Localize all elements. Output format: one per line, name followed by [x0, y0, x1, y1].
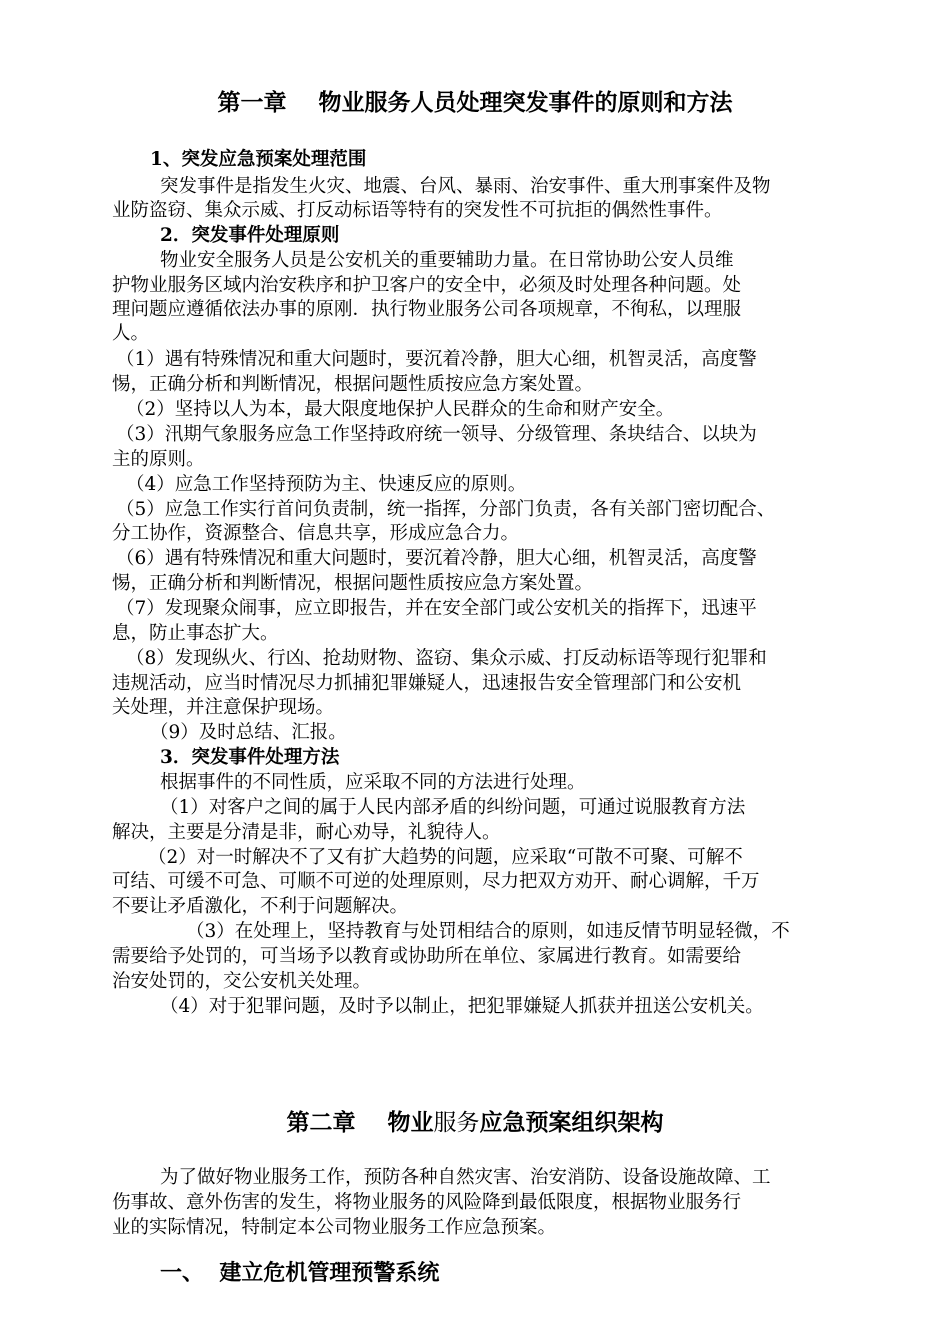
- paragraph-line: （1）遇有特殊情况和重大问题时，要沉着冷静，胆大心细，机智灵活，高度警: [116, 349, 757, 370]
- paragraph-line: 业的实际情况，特制定本公司物业服务工作应急预案。: [112, 1217, 557, 1238]
- paragraph-line: 惕，正确分析和判断情况，根据问题性质按应急方案处置。: [112, 573, 594, 594]
- paragraph-line: （7）发现聚众闹事，应立即报告，并在安全部门或公安机关的指挥下，迅速平: [116, 598, 757, 619]
- paragraph-line: 不要让矛盾激化，不利于问题解决。: [112, 896, 409, 917]
- paragraph-line: （2）坚持以人为本，最大限度地保护人民群众的生命和财产安全。: [126, 399, 675, 420]
- section1-heading: 1、突发应急预案处理范围: [150, 149, 367, 170]
- paragraph-line: （6）遇有特殊情况和重大问题时，要沉着冷静，胆大心细，机智灵活，高度警: [116, 548, 757, 569]
- paragraph-line: 人。: [112, 323, 150, 344]
- paragraph-line: （3）在处理上，坚持教育与处罚相结合的原则，如违反情节明显轻微，不: [186, 921, 790, 942]
- paragraph-line: 理问题应遵循依法办事的原刚．执行物业服务公司各项规章，不徇私，以理服: [112, 299, 742, 320]
- paragraph-line: 违规活动，应当时情况尽力抓捕犯罪嫌疑人，迅速报告安全管理部门和公安机: [112, 673, 742, 694]
- paragraph-line: 息，防止事态扩大。: [112, 623, 279, 644]
- chapter2-title-part1: 第二章 物业: [286, 1109, 434, 1136]
- paragraph-line: （4）应急工作坚持预防为主、快速反应的原则。: [126, 474, 527, 495]
- paragraph-line: （1）对客户之间的属于人民内部矛盾的纠纷问题，可通过说服教育方法: [160, 797, 746, 818]
- paragraph-line: 需要给予处罚的，可当场予以教育或协助所在单位、家属进行教育。如需要给: [112, 946, 742, 967]
- section3-heading: 3．突发事件处理方法: [160, 747, 340, 768]
- paragraph-line: 主的原则。: [112, 449, 205, 470]
- paragraph-line: 惕，正确分析和判断情况，根据问题性质按应急方案处置。: [112, 374, 594, 395]
- chapter1-title: 第一章 物业服务人员处理突发事件的原则和方法: [217, 89, 733, 116]
- paragraph-line: 物业安全服务人员是公安机关的重要辅助力量。在日常协助公安人员维: [160, 250, 734, 271]
- paragraph-line: 根据事件的不同性质，应采取不同的方法进行处理。: [160, 772, 586, 793]
- chapter2-heading1: 一、 建立危机管理预警系统: [160, 1260, 440, 1286]
- chapter2-title-part3: 应急预案组织架构: [479, 1109, 664, 1136]
- paragraph-line: 为了做好物业服务工作，预防各种自然灾害、治安消防、设备设施故障、工: [160, 1167, 771, 1188]
- paragraph-line: 护物业服务区域内治安秩序和护卫客户的安全中，必须及时处理各种问题。处: [112, 275, 742, 296]
- paragraph-line: （4）对于犯罪问题，及时予以制止，把犯罪嫌疑人抓获并扭送公安机关。: [160, 996, 764, 1017]
- paragraph-line: 突发事件是指发生火灾、地震、台风、暴雨、治安事件、重大刑事案件及物: [160, 176, 771, 197]
- paragraph-line: 关处理，并注意保护现场。: [112, 697, 335, 718]
- paragraph-line: （8）发现纵火、行凶、抢劫财物、盗窃、集众示威、打反动标语等现行犯罪和: [126, 648, 767, 669]
- paragraph-line: 分工协作，资源整合、信息共享，形成应急合力。: [112, 523, 520, 544]
- paragraph-line: （9）及时总结、汇报。: [150, 722, 347, 743]
- paragraph-line: 可结、可缓不可急、可顺不可逆的处理原则，尽力把双方劝开、耐心调解，千万: [112, 871, 760, 892]
- paragraph-line: 业防盗窃、集众示威、打反动标语等特有的突发性不可抗拒的偶然性事件。: [112, 200, 723, 221]
- paragraph-line: （3）汛期气象服务应急工作坚持政府统一领导、分级管理、条块结合、以块为: [116, 424, 757, 445]
- chapter2-title-part2: 服务: [433, 1110, 480, 1136]
- paragraph-line: （2）对一时解决不了又有扩大趋势的问题，应采取“可散不可聚、可解不: [148, 847, 743, 868]
- paragraph-line: 解决，主要是分清是非，耐心劝导，礼貌待人。: [112, 822, 501, 843]
- paragraph-line: 治安处罚的，交公安机关处理。: [112, 971, 372, 992]
- paragraph-line: 伤事故、意外伤害的发生，将物业服务的风险降到最低限度，根据物业服务行: [112, 1192, 742, 1213]
- paragraph-line: （5）应急工作实行首问负责制，统一指挥，分部门负责，各有关部门密切配合、: [116, 499, 776, 520]
- chapter2-title: [0, 1104, 950, 1137]
- section2-heading: 2．突发事件处理原则: [160, 225, 340, 246]
